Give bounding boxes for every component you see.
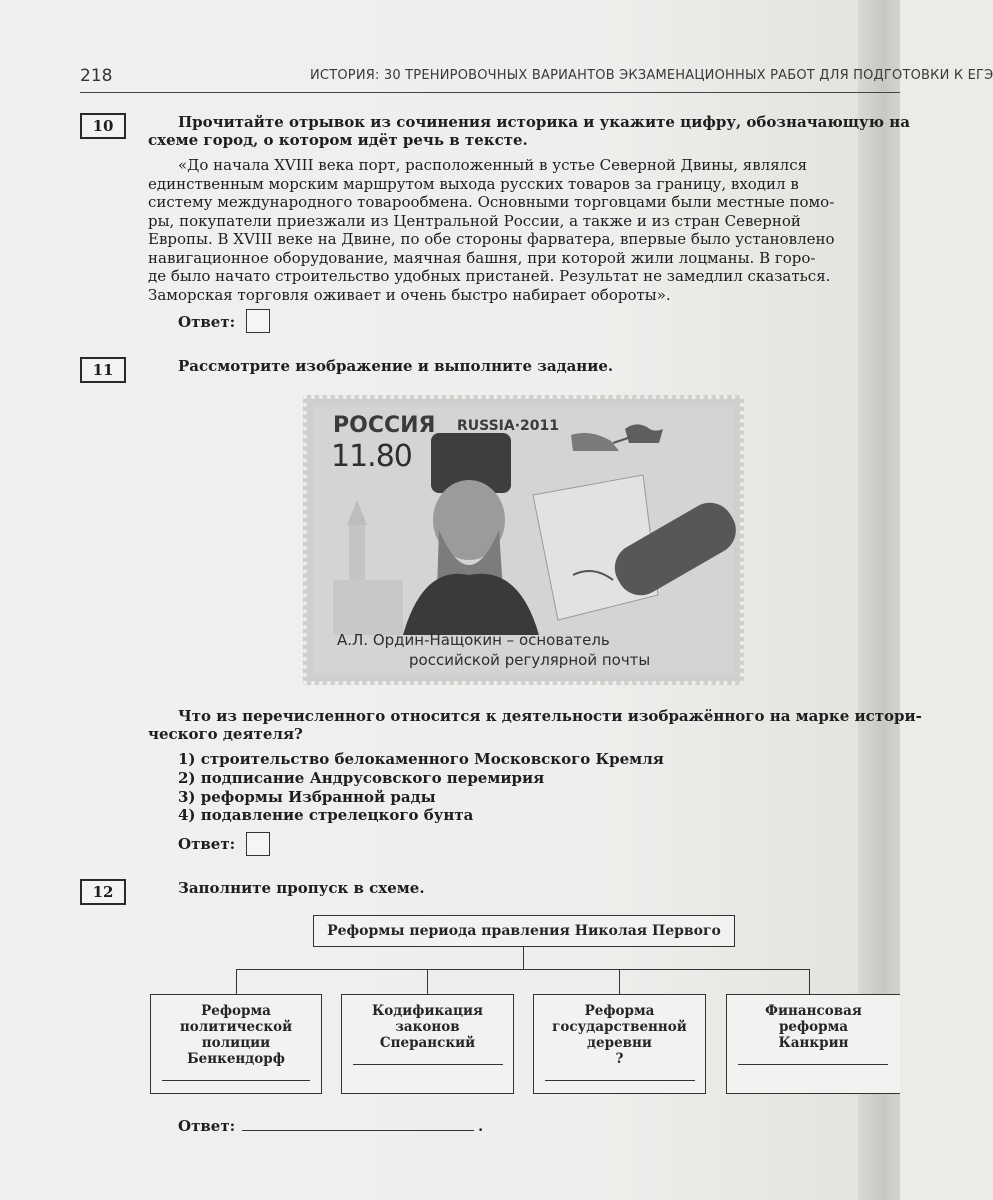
diagram-box-4 [726, 994, 900, 1094]
diagram-box-1-line-2: политической [179, 1019, 293, 1035]
diagram-box-4-underline [738, 1064, 888, 1065]
diagram-box-3-missing: ? [615, 1051, 624, 1067]
diagram-connector-2 [427, 969, 428, 994]
q11-answer-label: Ответ: [178, 835, 236, 853]
q10-answer-label: Ответ: [178, 313, 236, 331]
diagram-box-1-line-4: Бенкендорф [187, 1051, 285, 1067]
question-number-12: 12 [80, 879, 126, 905]
q10-passage-line-3: систему международного товарообмена. Основными торговцами были местные помо- [148, 193, 835, 211]
running-title: ИСТОРИЯ: 30 ТРЕНИРОВОЧНЫХ ВАРИАНТОВ ЭКЗАМЕНАЦИОННЫХ РАБОТ ДЛЯ ПОДГОТОВКИ К ЕГЭ [310, 68, 993, 83]
q11-question-line-2: ческого деятеля? [148, 725, 303, 743]
diagram-box-4-line-1: Финансовая [765, 1003, 862, 1019]
q10-passage-line-6: навигационное оборудование, маячная башня, при которой жили лоцманы. В горо- [148, 249, 816, 267]
diagram-box-3-line-2: государственной [552, 1019, 687, 1035]
diagram-box-1 [150, 994, 322, 1094]
q11-option-2: 2) подписание Андрусовского перемирия [178, 769, 545, 787]
diagram-box-1-line-1: Реформа [201, 1003, 271, 1019]
diagram-connector-horizontal [236, 969, 810, 970]
stamp-image [313, 405, 734, 675]
q11-option-1: 1) строительство белокаменного Московского Кремля [178, 750, 664, 768]
q12-answer-label: Ответ: [178, 1117, 236, 1135]
question-number-11: 11 [80, 357, 126, 383]
diagram-box-1-line-3: полиции [201, 1035, 271, 1051]
diagram-box-3 [533, 994, 706, 1094]
page-number: 218 [80, 66, 113, 86]
q10-passage-line-8: Заморская торговля оживает и очень быстро набирает обороты». [148, 286, 671, 304]
page-header [80, 64, 993, 93]
diagram-box-4-line-3: Канкрин [778, 1035, 849, 1051]
postage-stamp [303, 395, 744, 685]
diagram-connector-vertical [523, 947, 524, 969]
q10-passage-line-1: «До начала XVIII века порт, расположенный в устье Северной Двины, являлся [178, 156, 808, 174]
q10-passage-line-2: единственным морским маршрутом выхода русских товаров за границу, входил в [148, 175, 799, 193]
q11-option-4: 4) подавление стрелецкого бунта [178, 806, 474, 824]
q12-prompt: Заполните пропуск в схеме. [178, 879, 425, 897]
stamp-value: 11.80 [331, 439, 412, 474]
q12-answer-line[interactable] [242, 1130, 474, 1131]
question-number-10: 10 [80, 113, 126, 139]
diagram-connector-4 [809, 969, 810, 994]
stamp-caption-line-2: российской регулярной почты [409, 651, 651, 669]
q12-answer-suffix: . [478, 1117, 484, 1135]
stamp-year: RUSSIA·2011 [457, 418, 560, 434]
diagram-top-box: Реформы периода правления Николая Первого [313, 915, 735, 947]
q10-prompt-line-2: схеме город, о котором идёт речь в тексте. [148, 131, 528, 149]
q11-question-line-1: Что из перечисленного относится к деятельности изображённого на марке истори- [178, 707, 922, 725]
q11-prompt: Рассмотрите изображение и выполните задание. [178, 357, 614, 375]
diagram-connector-3 [619, 969, 620, 994]
stamp-country: РОССИЯ [333, 413, 436, 438]
diagram-box-1-underline [162, 1080, 310, 1081]
diagram-box-2-line-1: Кодификация [372, 1003, 483, 1019]
q11-answer-box[interactable] [246, 832, 270, 856]
diagram-box-2-line-3: Сперанский [379, 1035, 476, 1051]
diagram-box-2-underline [353, 1064, 503, 1065]
stamp-caption-line-1: А.Л. Ордин-Нащокин – основатель [337, 631, 610, 649]
diagram-connector-1 [236, 969, 237, 994]
q10-passage-line-4: ры, покупатели приезжали из Центральной России, а также и из стран Северной [148, 212, 801, 230]
q10-passage-line-5: Европы. В XVIII веке на Двине, по обе стороны фарватера, впервые было установлено [148, 230, 835, 248]
q10-answer-box[interactable] [246, 309, 270, 333]
diagram-box-2 [341, 994, 514, 1094]
q10-prompt-line-1: Прочитайте отрывок из сочинения историка и укажите цифру, обозначающую на [178, 113, 910, 131]
diagram-box-2-line-2: законов [395, 1019, 460, 1035]
diagram-box-3-line-3: деревни [587, 1035, 652, 1051]
diagram-box-3-line-1: Реформа [584, 1003, 655, 1019]
q10-passage-line-7: де было начато строительство удобных пристаней. Результат не замедлил сказаться. [148, 267, 831, 285]
diagram-box-4-line-2: реформа [778, 1019, 849, 1035]
q11-option-3: 3) реформы Избранной рады [178, 788, 436, 806]
diagram-box-3-underline [545, 1080, 695, 1081]
